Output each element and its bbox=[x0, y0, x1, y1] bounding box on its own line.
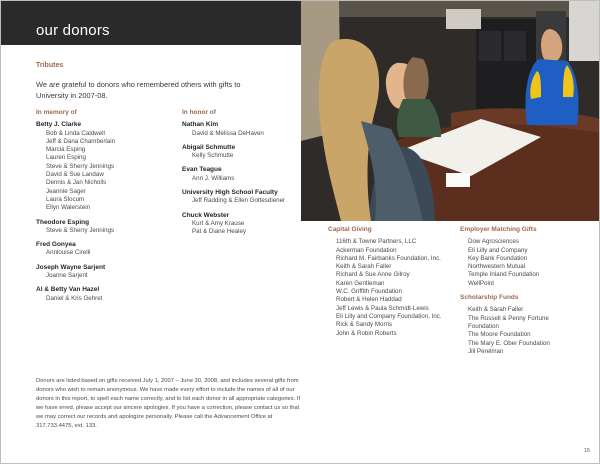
fund-name: The Russell & Penny Fortune Foundation bbox=[468, 314, 549, 330]
page-number: 15 bbox=[583, 448, 590, 454]
donor-name: Bob & Linda Caldwell bbox=[46, 129, 105, 137]
donor-name: Dow Agrosciences bbox=[468, 238, 519, 246]
donor-name: Richard M. Fairbanks Foundation, Inc. bbox=[336, 254, 441, 262]
donor-name: David & Melissa DeHaven bbox=[192, 129, 264, 137]
honoree-name: Fred Gonyea bbox=[36, 241, 76, 249]
donor-name: Jeff & Dana Chamberlain bbox=[46, 137, 116, 145]
donor-name: Annlouise Cirelli bbox=[46, 249, 91, 257]
honoree-name: Evan Teague bbox=[182, 166, 222, 174]
donor-name: Daniel & Kris Gehret bbox=[46, 294, 103, 302]
donor-name: Karen Gentleman bbox=[336, 279, 385, 287]
honoree-name: Chuck Webster bbox=[182, 211, 230, 219]
in-honor-column bbox=[182, 109, 302, 243]
donor-name: Joanne Sarjent bbox=[46, 272, 88, 280]
memory-group bbox=[36, 121, 176, 212]
honor-group bbox=[182, 144, 302, 161]
donor-name: John & Robin Roberts bbox=[336, 329, 397, 337]
fund-name: The Moore Foundation bbox=[468, 331, 531, 339]
memory-group bbox=[36, 264, 176, 281]
donor-name: Ellyn Walerstein bbox=[46, 204, 91, 212]
donor-name: Keith & Sarah Faller bbox=[336, 263, 392, 271]
honoree-name: Abigail Schmutte bbox=[182, 143, 236, 151]
students-photo bbox=[301, 1, 600, 221]
donor-name: Jeannie Sager bbox=[46, 187, 86, 195]
capital-giving-heading: Capital Giving bbox=[328, 226, 372, 233]
in-honor-heading: In honor of bbox=[182, 109, 216, 116]
donor-name: Steve & Sherry Jennings bbox=[46, 226, 115, 234]
honor-group bbox=[182, 121, 302, 138]
donor-name: Lauren Esping bbox=[46, 154, 86, 162]
donor-name: Pat & Diane Healey bbox=[192, 228, 246, 236]
donor-name: Temple Inland Foundation bbox=[468, 271, 540, 279]
donor-name: Ann J. Williams bbox=[192, 174, 235, 182]
honor-group bbox=[182, 189, 302, 206]
donor-name: Steve & Sherry Jennings bbox=[46, 162, 115, 170]
page-title: our donors bbox=[36, 22, 110, 39]
in-memory-column bbox=[36, 109, 176, 309]
donor-name: W.C. Griffith Foundation bbox=[336, 288, 402, 296]
honoree-name: Theodore Esping bbox=[36, 218, 90, 226]
in-memory-heading: In memory of bbox=[36, 109, 77, 116]
title-band bbox=[1, 1, 301, 45]
donor-name: Kelly Schmutte bbox=[192, 152, 234, 160]
honor-group bbox=[182, 212, 302, 237]
donor-name: WellPoint bbox=[468, 279, 495, 287]
donor-footnote: Donors are listed based on gifts received July 1, 2007 – June 30, 2008, and includes several gifts from donors who wish to remain anonymous. We have made every effort to include the names of all of our donors in this report, to spell each name correctly, and to list each donor in all appropriate categories. If we have erred, please accept our sincere apologies. If you have a correction, please contact us so that we may correct our records and apologize personally. Please call the Advancement Office at 317.733.4475, ext. 133. bbox=[36, 378, 301, 430]
donor-name: Richard & Sue Anne Gilroy bbox=[336, 271, 410, 279]
capital-giving-column bbox=[328, 226, 453, 338]
employer-matching-heading: Employer Matching Gifts bbox=[460, 226, 537, 233]
fund-name: Keith & Sarah Faller bbox=[468, 306, 524, 314]
donor-name: Jeff Radding & Ellen Gottesdiener bbox=[192, 197, 286, 205]
tributes-intro: We are grateful to donors who remembered others with gifts to University in 2007-08. bbox=[36, 80, 241, 100]
donor-name: Robert & Helen Haddad bbox=[336, 296, 402, 304]
donor-name: Northwestern Mutual bbox=[468, 263, 526, 271]
donor-name: 116th & Towne Partners, LLC bbox=[336, 238, 417, 246]
donor-name: Dennis & Jan Nicholls bbox=[46, 179, 107, 187]
honor-group bbox=[182, 166, 302, 183]
scholarship-funds-heading: Scholarship Funds bbox=[460, 294, 519, 302]
fund-name: Jill Perelman bbox=[468, 347, 504, 355]
donor-name: David & Sue Landaw bbox=[46, 171, 104, 179]
employer-matching-column bbox=[460, 226, 580, 356]
fund-name: The Mary E. Ober Foundation bbox=[468, 339, 550, 347]
memory-group bbox=[36, 286, 176, 303]
donor-name: Ackerman Foundation bbox=[336, 246, 397, 254]
honoree-name: Betty J. Clarke bbox=[36, 121, 82, 129]
honoree-name: Nathan Kim bbox=[182, 121, 219, 129]
donor-name: Rick & Sandy Morris bbox=[336, 321, 393, 329]
donor-name: Key Bank Foundation bbox=[468, 254, 528, 262]
donor-name: Laura Slocum bbox=[46, 195, 85, 203]
memory-group bbox=[36, 219, 176, 236]
donor-name: Jeff Lewis & Paula Schmidt-Lewis bbox=[336, 304, 429, 312]
honoree-name: University High School Faculty bbox=[182, 189, 278, 197]
tributes-heading: Tributes bbox=[36, 62, 64, 69]
donor-name: Eli Lilly and Company Foundation, Inc. bbox=[336, 312, 442, 320]
honoree-name: Joseph Wayne Sarjent bbox=[36, 263, 106, 271]
donor-name: Eli Lilly and Company bbox=[468, 246, 528, 254]
memory-group bbox=[36, 241, 176, 258]
donor-name: Marcia Esping bbox=[46, 146, 86, 154]
honoree-name: Al & Betty Van Hazel bbox=[36, 286, 100, 294]
donor-name: Kurt & Amy Krause bbox=[192, 219, 245, 227]
